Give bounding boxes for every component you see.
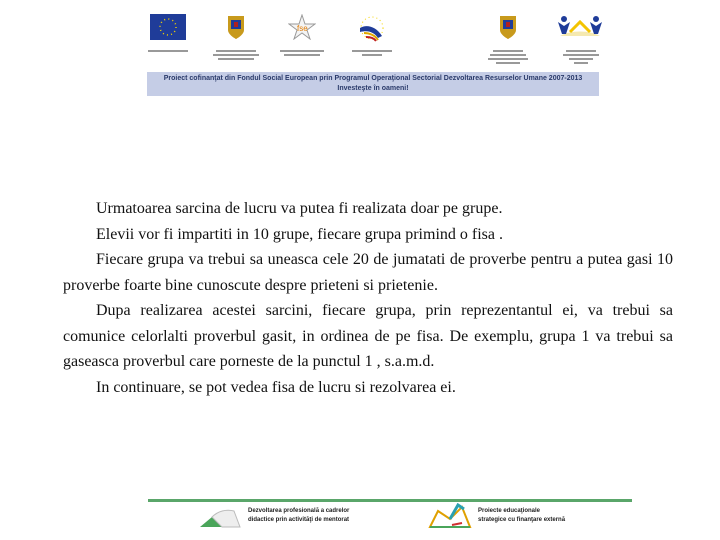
footer-right-line-2: strategice cu finanţare externă [478,517,566,523]
eu-flag-icon [150,14,186,40]
banner-line-2: Investeşte în oameni! [337,85,409,92]
task-description [63,196,673,400]
open-book-green-icon [198,505,242,529]
footer-left-line-2: didactice prin activităţi de mentorat [248,517,350,523]
paragraph: Dupa realizarea acestei sarcini, fiecare grupa, prin reprezentantul ei, va trebui sa comunice celorlalti proverbul gasit, in ordinea de pe fisa. De exemplu, grupa 1 va trebui sa gaseasca proverbul care porneste de la punctul 1 , s.a.m.d. [63,302,673,370]
paragraph: In continuare, se pot vedea fisa de lucru si rezolvarea ei. [96,378,456,396]
ministry-education-icon [556,14,604,42]
open-book-color-icon [428,503,474,529]
cofinancing-banner [147,72,599,96]
coat-of-arms-icon [498,14,518,40]
coat-of-arms-icon [226,14,246,40]
paragraph: Urmatoarea sarcina de lucru va putea fi realizata doar pe grupe. [96,200,503,217]
footer-left-line-1: Dezvoltarea profesională a cadrelor [248,508,350,514]
paragraph: Fiecare grupa va trebui sa uneasca cele 20 de jumatati de proverbe pentru a putea gasi 10 proverbe foarte bine cunoscute despre prieteni si prietenie. [63,251,673,294]
footer-right-line-1: Proiecte educaţionale [478,508,541,514]
fse-star-icon [288,14,316,40]
structural-instruments-icon [356,14,388,42]
partner-logos [146,14,600,74]
footer-divider [148,499,632,502]
svg-text:fse: fse [297,24,308,33]
paragraph: Elevii vor fi impartiti in 10 grupe, fiecare grupa primind o fisa . [96,225,503,243]
banner-line-1: Proiect cofinanţat din Fondul Social European prin Programul Operaţional Sectorial Dezvoltarea Resurselor Umane 2007-2013 [163,75,583,82]
